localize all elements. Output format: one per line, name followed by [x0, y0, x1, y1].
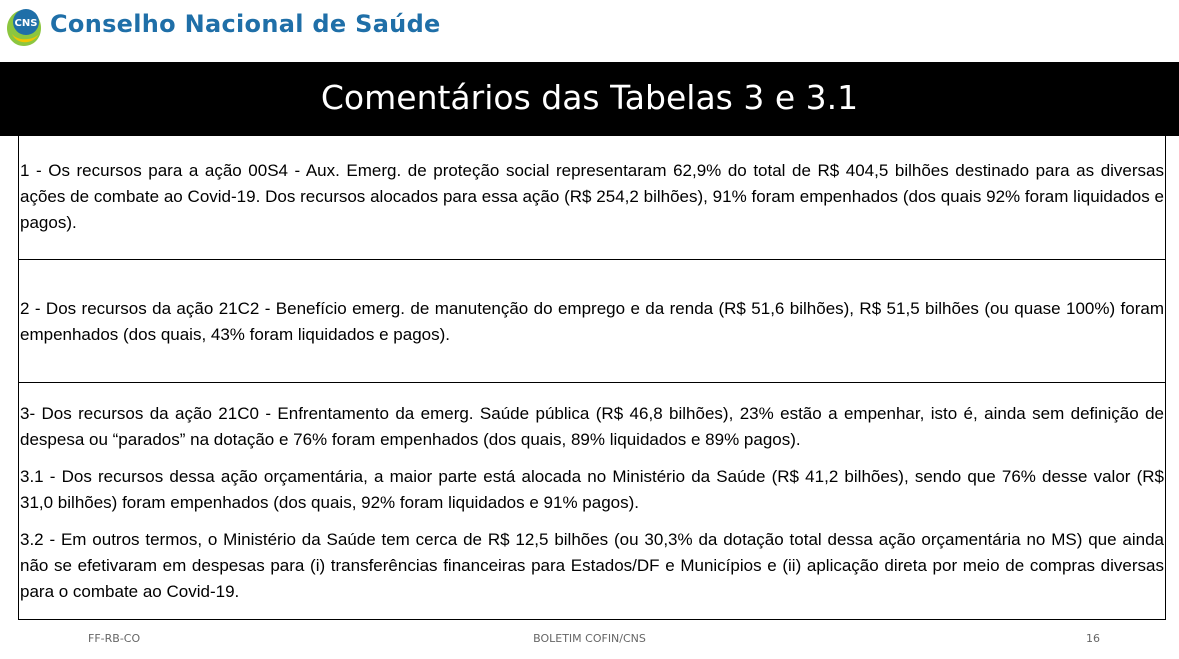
cns-logo	[4, 6, 44, 48]
comment-paragraph: 2 - Dos recursos da ação 21C2 - Benefício emerg. de manutenção do emprego e da renda (R$ 51,6 bilhões), R$ 51,5 bilhões (ou quase 100%) foram empenhados (dos quais, 43% foram liquidados e pagos).	[20, 299, 1164, 344]
comment-section-2	[20, 296, 1164, 348]
comment-paragraph: 3.2 - Em outros termos, o Ministério da Saúde tem cerca de R$ 12,5 bilhões (ou 30,3% da dotação total dessa ação orçamentária no MS) que ainda não se efetivaram em despesas para (i) transferências financeiras para Estados/DF e Municípios e (ii) aplicação direta por meio de compras diversas para o combate ao Covid-19.	[20, 530, 1164, 601]
comment-section-1	[20, 158, 1164, 236]
footer-bulletin-name: BOLETIM COFIN/CNS	[533, 632, 646, 645]
slide-title: Comentários das Tabelas 3 e 3.1	[320, 78, 859, 117]
title-bar	[0, 62, 1179, 136]
footer-left-code: FF-RB-CO	[88, 632, 141, 645]
comment-paragraph: 3.1 - Dos recursos dessa ação orçamentária, a maior parte está alocada no Ministério da Saúde (R$ 41,2 bilhões), sendo que 76% desse valor (R$ 31,0 bilhões) foram empenhados (dos quais, 92% foram liquidados e 91% pagos).	[20, 467, 1164, 512]
comments-table	[18, 136, 1166, 620]
row-divider	[19, 382, 1165, 383]
comment-paragraph: 3- Dos recursos da ação 21C0 - Enfrentamento da emerg. Saúde pública (R$ 46,8 bilhões), 23% estão a empenhar, isto é, ainda sem definição de despesa ou “parados” na dotação e 76% foram empenhados (dos quais, 89% liquidados e 89% pagos).	[20, 404, 1164, 449]
row-divider	[19, 259, 1165, 260]
comment-paragraph: 1 - Os recursos para a ação 00S4 - Aux. Emerg. de proteção social representaram 62,9% do total de R$ 404,5 bilhões destinado para as diversas ações de combate ao Covid-19. Dos recursos alocados para essa ação (R$ 254,2 bilhões), 91% foram empenhados (dos quais 92% foram liquidados e pagos).	[20, 161, 1164, 232]
page-number: 16	[1086, 632, 1100, 645]
organization-name: Conselho Nacional de Saúde	[50, 10, 441, 38]
comment-section-3	[20, 401, 1164, 605]
logo-text: CNS	[14, 18, 38, 29]
